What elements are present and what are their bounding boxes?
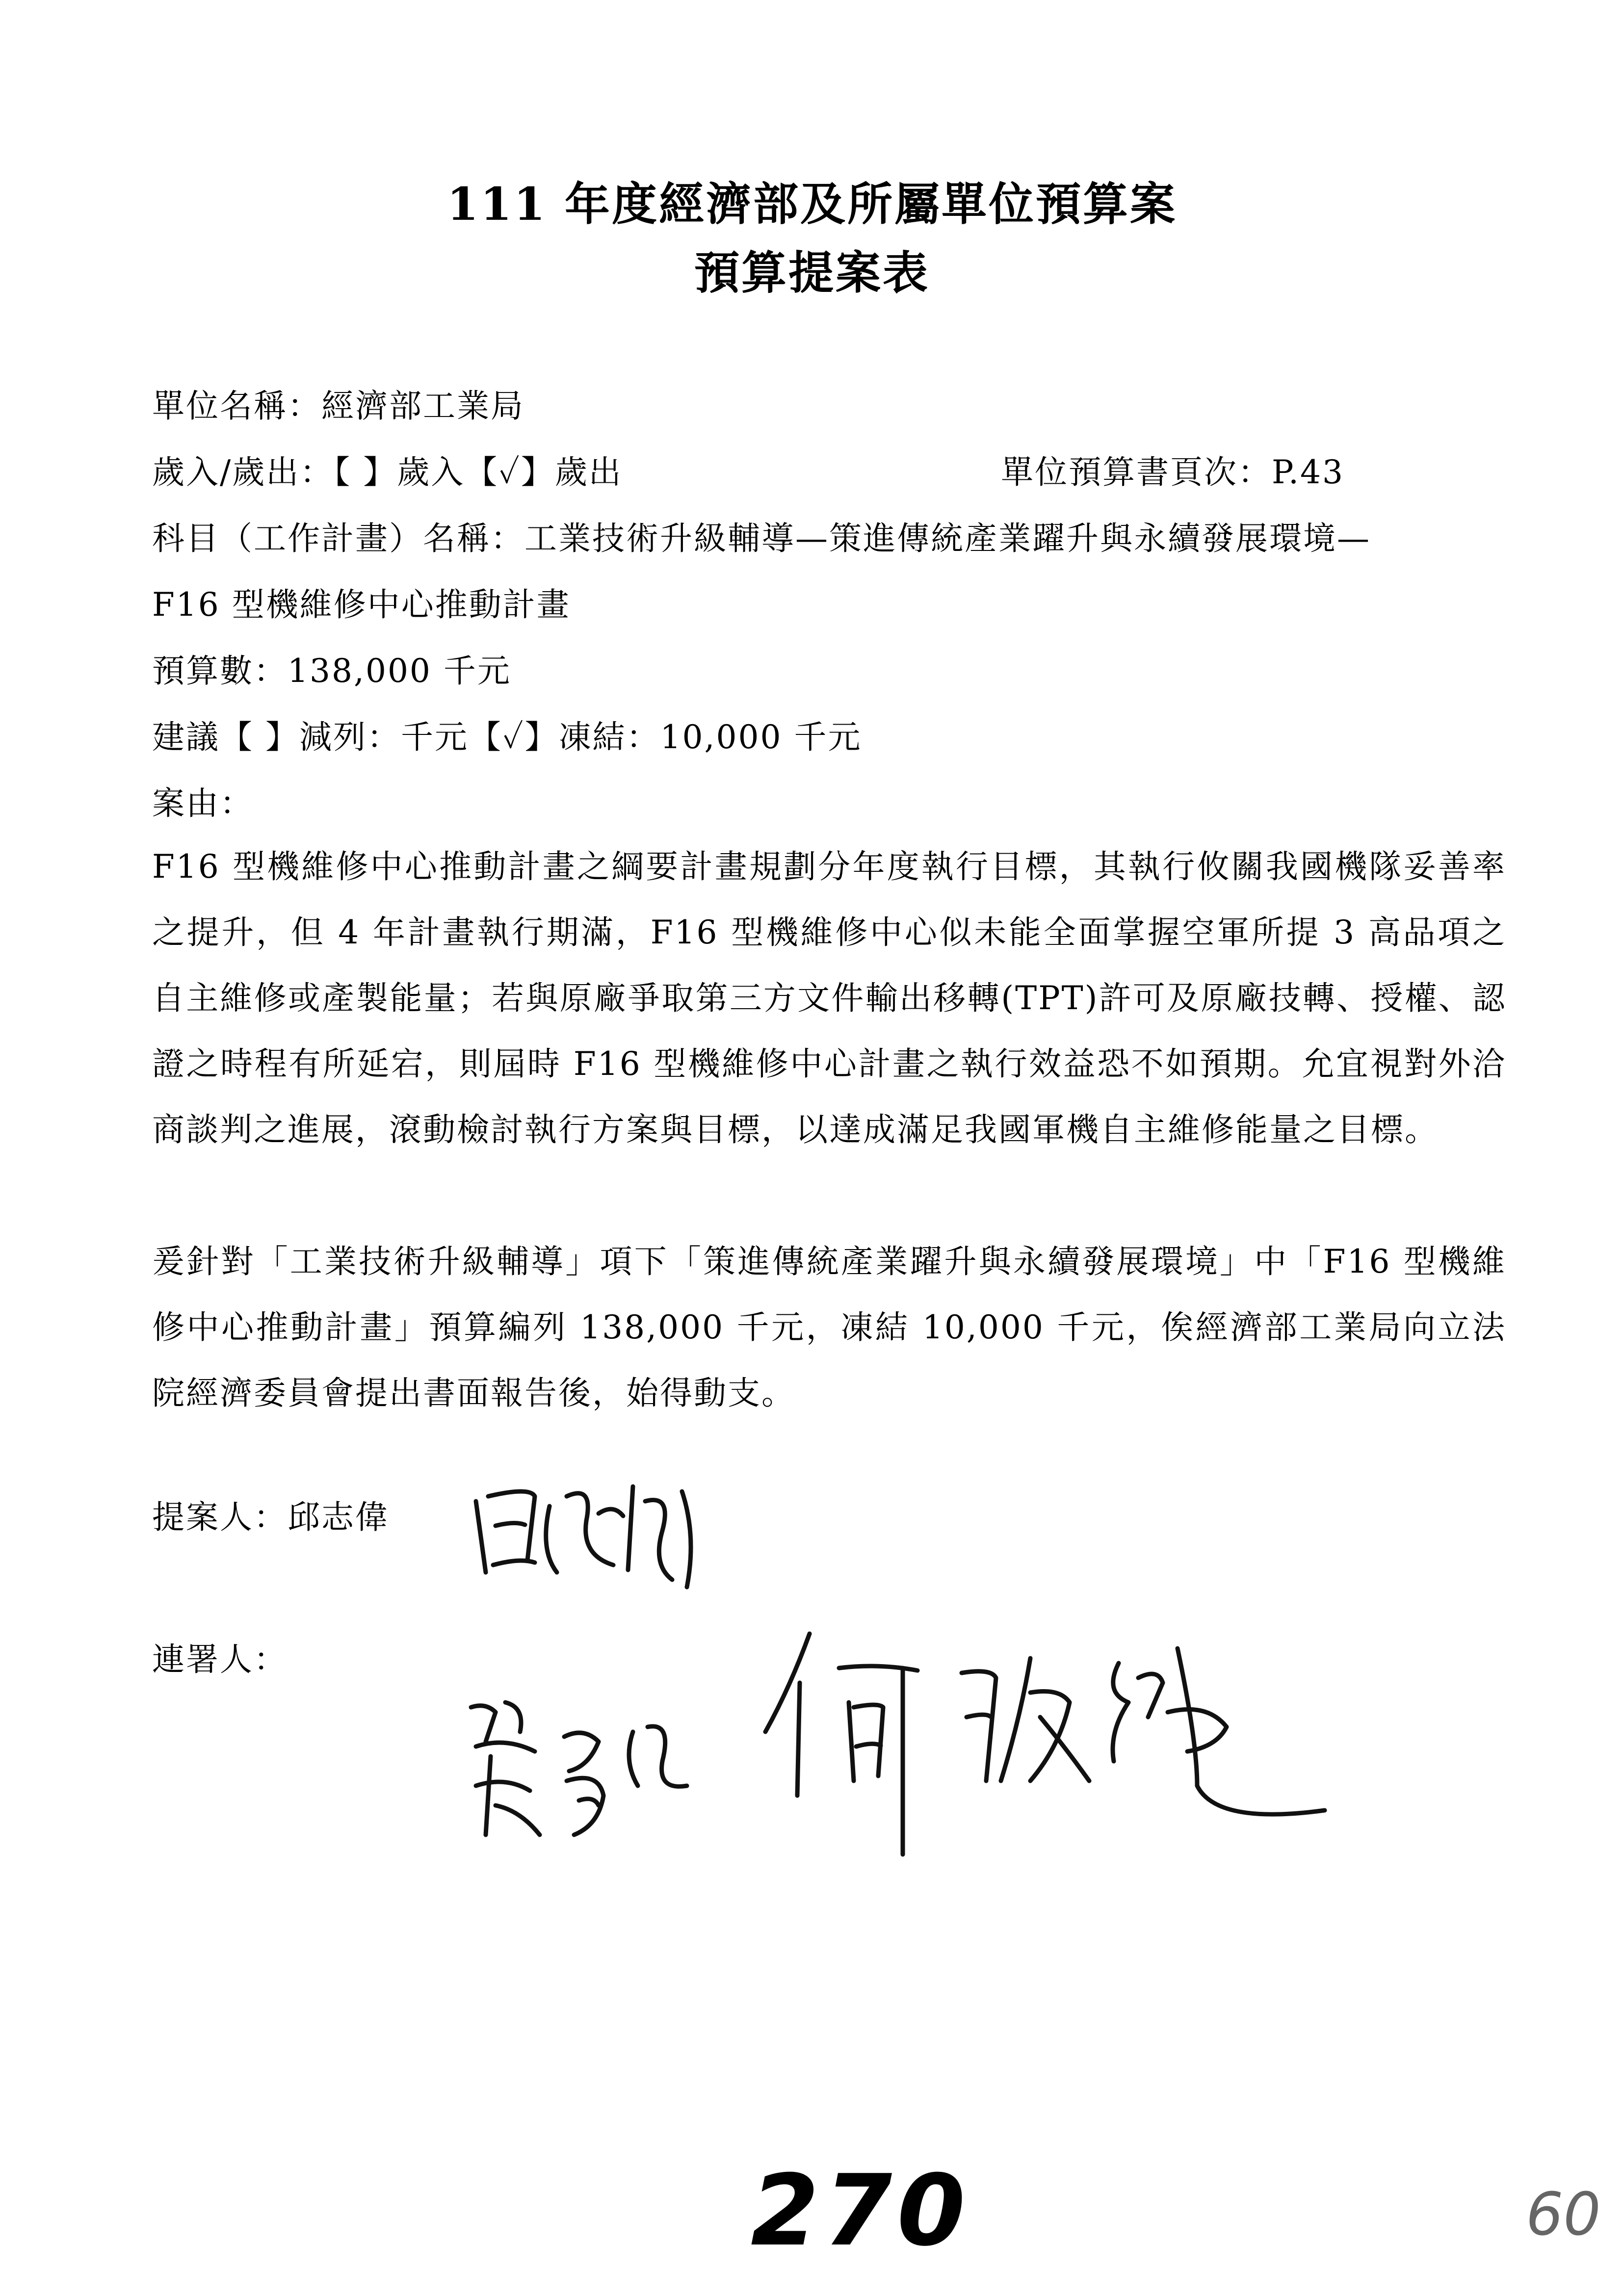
cosigner-signature-2 [756,1619,1335,1874]
revenue-text: 歲入 [397,453,465,491]
page-number: 270 [751,2154,970,2268]
proposer-label: 提案人： [152,1498,288,1536]
revenue-checkbox: 【 】 [334,453,397,491]
proposer-signature [466,1467,731,1594]
reason-label: 案由： [152,784,254,822]
document-title: 111 年度經濟部及所屬單位預算案 [446,178,1178,231]
suggestion-label: 建議 [152,718,220,756]
unit-label: 單位名稱： [152,387,321,425]
subject-value: 工業技術升級輔導—策進傳統產業躍升與永續發展環境— [524,520,1371,557]
reason-paragraph-1: F16 型機維修中心推動計畫之綱要計畫規劃分年度執行目標，其執行攸關我國機隊妥善率之提升，但 4 年計畫執行期滿，F16 型機維修中心似未能全面掌握空軍所提 3 高品項之自主維修或產製能量；若與原廠爭取第三方文件輸出移轉(TPT)許可及原廠技轉、授權、認證之時程有所延宕，則屆時 F16 型機維修中心計畫之執行效益恐不如預期。允宜視對外洽商談判之進展，滾動檢討執行方案與目標，以達成滿足我國軍機自主維修能量之目標。 [152,848,1506,1148]
subject-row [152,522,1371,555]
freeze-text: 凍結：10,000 千元 [558,718,862,756]
proposer-name: 邱志偉 [288,1498,389,1536]
reduce-checkbox: 【 】 [220,718,299,756]
page-label: 單位預算書頁次： [1001,453,1272,491]
cosigner-signature-1 [456,1688,711,1864]
unit-row [152,387,524,425]
subject-label: 科目（工作計畫）名稱： [152,520,524,557]
proposer-row [152,1498,389,1536]
freeze-checkbox: 【✓】 [468,718,559,756]
budget-label: 預算數： [152,652,288,690]
cosigner-label: 連署人： [152,1641,288,1678]
subject-row-continued: F16 型機維修中心推動計畫 [152,586,571,624]
revenue-expense-label: 歲入/歲出： [152,453,334,491]
document-subtitle: 預算提案表 [694,246,930,299]
page-value: P.43 [1272,453,1344,491]
expense-checkbox: 【✓】 [465,453,555,491]
suggestion-row [152,718,862,756]
budget-value: 138,000 千元 [288,652,511,690]
budget-row [152,652,511,690]
reduce-text: 減列：千元 [299,718,469,756]
revenue-expense-row [152,453,1506,491]
corner-page-number: 60 [1526,2181,1601,2249]
unit-value: 經濟部工業局 [321,387,524,425]
reason-paragraph-2: 爰針對「工業技術升級輔導」項下「策進傳統產業躍升與永續發展環境」中「F16 型機維修中心推動計畫」預算編列 138,000 千元，凍結 10,000 千元，俟經濟部工業局向立法院經濟委員會提出書面報告後，始得動支。 [152,1243,1506,1412]
budget-book-page [1001,453,1344,491]
expense-text: 歲出 [554,453,623,491]
